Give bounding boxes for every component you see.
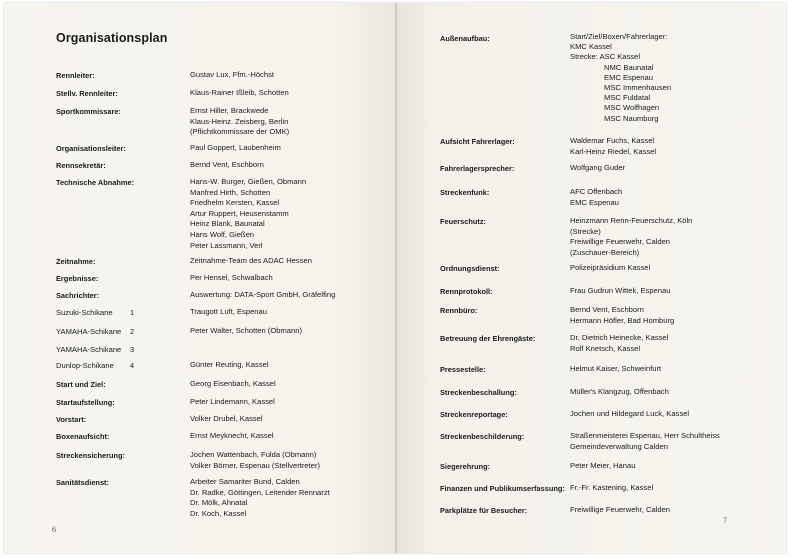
row-value: [570, 364, 661, 375]
row-label: Streckenbeschilderung:: [440, 432, 525, 441]
value-line: Peter Lassmann, Verl: [190, 240, 263, 250]
row-label: Stellv. Rennleiter:: [56, 89, 118, 98]
value-line: Peter Walter, Schotten (Obmann): [190, 326, 302, 335]
row-value: [190, 160, 264, 171]
row-label: Rennsekretär:: [56, 161, 106, 170]
row-value: [190, 326, 302, 337]
value-line: Jochen und Hildegard Luck, Kassel: [570, 409, 690, 418]
strecke-club: MSC Naumburg: [604, 113, 659, 123]
value-line: Fr.-Fr. Kastening, Kassel: [570, 483, 654, 492]
value-line: Waldemar Fuchs, Kassel: [570, 136, 655, 145]
value-line: Klaus-Heinz. Zeisberg, Berlin: [190, 116, 289, 126]
value-line: Bernd Vent, Eschborn: [570, 305, 644, 314]
value-line: Bernd Vent, Eschborn: [190, 160, 264, 169]
value-line: Georg Eisenbach, Kassel: [190, 379, 276, 388]
value-line: Hermann Höfler, Bad Homburg: [570, 315, 675, 325]
row-label: Rennbüro:: [440, 306, 478, 315]
row-label: YAMAHA-Schikane: [56, 327, 122, 336]
row-label: Streckenreportage:: [440, 410, 508, 419]
value-line: Peter Meier, Hanau: [570, 461, 636, 470]
strecke-club: MSC Fuldatal: [604, 93, 651, 103]
row-label: Finanzen und Publikumserfassung:: [440, 484, 565, 493]
row-value: [190, 177, 306, 251]
value-line: (Pflichtkommissare der OMK): [190, 127, 290, 137]
value-line: Hans-W. Burger, Gießen, Obmann: [190, 177, 307, 186]
value-line: Per Hensel, Schwalbach: [190, 273, 273, 282]
value-line: Jochen Wattenbach, Fulda (Obmann): [190, 450, 317, 459]
row-label: Ergebnisse:: [56, 274, 99, 283]
value-line: Wolfgang Guder: [570, 163, 626, 172]
row-label: Parkplätze für Besucher:: [440, 506, 528, 515]
row-value: [190, 307, 267, 318]
row-value: [570, 305, 674, 326]
row-value: [570, 163, 625, 174]
value-line: Gemeindeverwaltung Calden: [570, 441, 668, 451]
row-value: [570, 216, 692, 258]
label-aussenaufbau: Außenaufbau:: [440, 34, 490, 43]
value-line: Dr. Dietrich Heinecke, Kassel: [570, 333, 669, 342]
value-line: Ernst Meyknecht, Kassel: [190, 431, 274, 440]
value-line: Auswertung: DATA-Sport GmbH, Gräfelfing: [190, 290, 336, 299]
strecke-prefix: Strecke:: [570, 52, 598, 62]
strecke-first: ASC Kassel: [599, 52, 641, 62]
value-line: Günter Reuting, Kassel: [190, 360, 269, 369]
row-label: Streckensicherung:: [56, 451, 126, 460]
value-line: Dr. Radke, Göttingen, Leitender Rennarzt: [190, 487, 330, 497]
row-label: Streckenbeschallung:: [440, 388, 517, 397]
row-label: Sanitätsdienst:: [56, 478, 109, 487]
row-value: [190, 431, 274, 442]
row-number: 4: [130, 361, 135, 370]
row-value: [190, 397, 275, 408]
value-line: Friedhelm Kersten, Kassel: [190, 198, 280, 208]
row-label: Streckenfunk:: [440, 188, 490, 197]
value-line: Dr. Mölk, Ahnatal: [190, 498, 248, 508]
value-line: Ernst Hiller, Brackwede: [190, 106, 269, 115]
row-label: Suzuki-Schikane: [56, 308, 113, 317]
value-line: Müller's Klangzug, Offenbach: [570, 387, 669, 396]
value-line: Karl-Heinz Riedel, Kassel: [570, 146, 657, 156]
row-value: [190, 106, 289, 138]
value-line: Klaus-Rainer Ißleib, Schotten: [190, 88, 289, 97]
row-label: Dunlop-Schikane: [56, 361, 114, 370]
row-label: Sportkommissare:: [56, 107, 121, 116]
value-line: Peter Lindemann, Kassel: [190, 397, 275, 406]
value-line: Rolf Knetsch, Kassel: [570, 343, 641, 353]
row-label: Organisationsleiter:: [56, 144, 126, 153]
row-value: [190, 360, 269, 371]
row-value: [570, 187, 622, 208]
row-label: Aufsicht Fahrerlager:: [440, 137, 515, 146]
value-line: Freiwillige Feuerwehr, Calden: [570, 237, 671, 247]
value-line: Hans Wolf, Gießen: [190, 229, 255, 239]
row-label: Feuerschutz:: [440, 217, 486, 226]
row-value: [190, 273, 273, 284]
value-aussenaufbau: [570, 32, 671, 124]
page-title: Organisationsplan: [56, 31, 168, 45]
row-value: [190, 414, 263, 425]
value-line: Heinz Blank, Baunatal: [190, 219, 265, 229]
row-label: Vorstart:: [56, 415, 87, 424]
row-label: Siegerehrung:: [440, 462, 491, 471]
value-line: Zeitnahme-Team des ADAC Hessen: [190, 256, 312, 265]
left-page: [4, 3, 397, 553]
row-value: [190, 290, 335, 301]
row-value: [570, 483, 653, 494]
aussenaufbau-line-1: Start/Ziel/Boxen/Fahrerlager:: [570, 32, 668, 41]
page-number-right: 7: [723, 516, 727, 525]
row-value: [570, 263, 650, 274]
row-value: [190, 450, 320, 471]
value-line: Polizeipräsidium Kassel: [570, 263, 651, 272]
row-value: [570, 505, 670, 516]
value-line: Straßenmeisterei Espenau, Herr Schultheiss: [570, 431, 720, 440]
value-line: Freiwillige Feuerwehr, Calden: [570, 505, 671, 514]
value-line: Volker Börner, Espenau (Stellvertreter): [190, 460, 320, 470]
row-number: 2: [130, 327, 135, 336]
row-value: [570, 431, 720, 452]
right-page: [397, 3, 786, 553]
value-line: (Strecke): [570, 226, 601, 236]
value-line: Paul Goppert, Laubenheim: [190, 143, 281, 152]
row-value: [570, 333, 668, 354]
value-line: Heinzmann Renn-Feuerschutz, Köln: [570, 216, 693, 225]
row-value: [570, 136, 656, 157]
row-value: [190, 88, 289, 99]
value-line: (Zuschauer-Bereich): [570, 247, 640, 257]
row-label: Betreuung der Ehrengäste:: [440, 334, 536, 343]
row-value: [190, 143, 281, 154]
row-label: Rennprotokoll:: [440, 287, 493, 296]
value-line: EMC Espenau: [570, 197, 619, 207]
strecke-club: MSC Wolfhagen: [604, 103, 660, 113]
value-line: Frau Gudrun Wittek, Espenau: [570, 286, 671, 295]
value-line: Volker Drubel, Kassel: [190, 414, 263, 423]
value-line: Manfred Hirth, Schotten: [190, 187, 271, 197]
value-line: AFC Offenbach: [570, 187, 623, 196]
row-label: YAMAHA-Schikane: [56, 345, 122, 354]
row-label: Rennleiter:: [56, 71, 95, 80]
value-line: Dr. Koch, Kassel: [190, 508, 247, 518]
strecke-club: MSC Immenhausen: [604, 83, 672, 93]
row-value: [570, 387, 669, 398]
row-number: 1: [130, 308, 135, 317]
row-label: Startaufstellung:: [56, 398, 115, 407]
row-label: Pressestelle:: [440, 365, 486, 374]
value-line: Helmut Kaiser, Schweinfurt: [570, 364, 662, 373]
page-number-left: 6: [52, 525, 56, 534]
booklet-spread: [4, 3, 786, 553]
row-label: Fahrerlagersprecher:: [440, 164, 515, 173]
row-label: Zeitnahme:: [56, 257, 96, 266]
row-value: [190, 379, 276, 390]
aussenaufbau-line-2: KMC Kassel: [570, 42, 612, 52]
row-value: [570, 461, 635, 472]
row-label: Ordnungsdienst:: [440, 264, 500, 273]
row-value: [570, 409, 689, 420]
value-line: Gustav Lux, Ffm.-Höchst: [190, 70, 274, 79]
strecke-list: [570, 63, 671, 124]
strecke-club: EMC Espenau: [604, 72, 653, 82]
row-label: Boxenaufsicht:: [56, 432, 110, 441]
row-label: Sachrichter:: [56, 291, 100, 300]
row-value: [190, 256, 312, 267]
aussenaufbau-strecke: [570, 52, 671, 62]
value-line: Traugott Luft, Espenau: [190, 307, 267, 316]
row-label: Technische Abnahme:: [56, 178, 135, 187]
row-label: Start und Ziel:: [56, 380, 106, 389]
row-number: 3: [130, 345, 135, 354]
row-value: [190, 477, 330, 519]
row-value: [190, 70, 274, 81]
value-line: Artur Ruppert, Heusenstamm: [190, 208, 289, 218]
row-value: [570, 286, 670, 297]
value-line: Arbeiter Samariter Bund, Calden: [190, 477, 300, 486]
strecke-club: NMC Baunatal: [604, 62, 654, 72]
